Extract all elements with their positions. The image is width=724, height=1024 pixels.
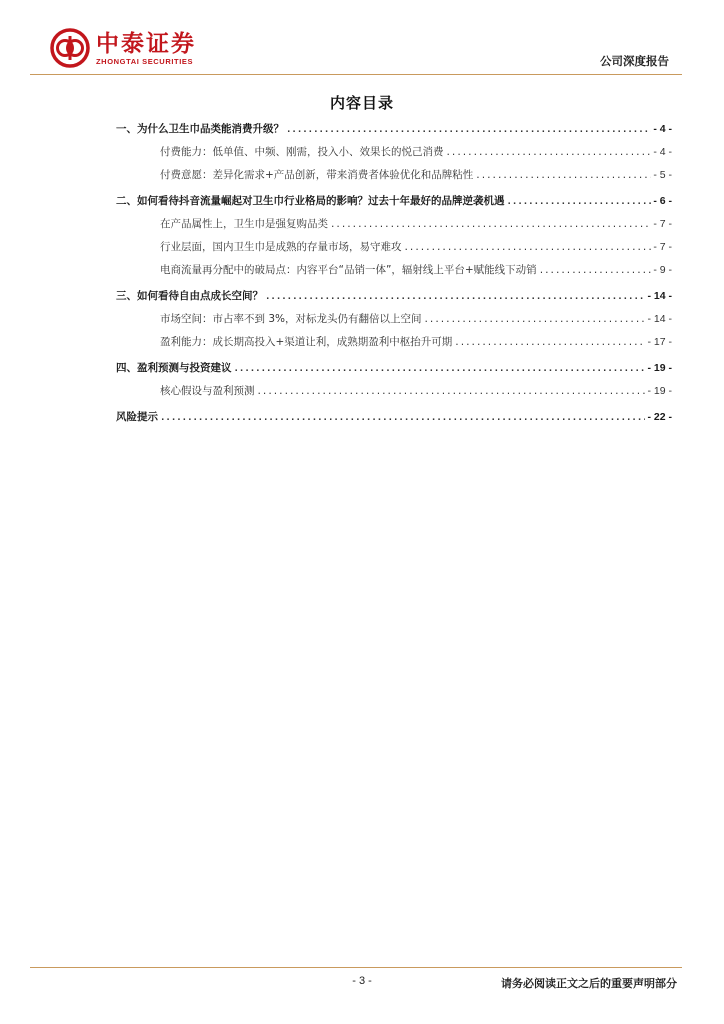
toc-subsection-link[interactable] <box>116 236 672 259</box>
toc-page-number: - 7 - <box>653 241 672 253</box>
brand-name-cn: 中泰证券 <box>96 30 196 57</box>
toc-entry-title: 三、如何看待自由点成长空间？ <box>116 290 263 302</box>
toc-section-link[interactable] <box>116 118 672 141</box>
toc-dot-leader <box>234 358 646 381</box>
toc-dot-leader <box>330 214 651 237</box>
toc-entry-title: 四、盈利预测与投资建议 <box>116 362 232 374</box>
toc-page-number: - 14 - <box>647 313 672 325</box>
toc-page-number: - 4 - <box>653 123 672 135</box>
toc-entry-title: 电商流量再分配中的破局点：内容平台“品销一体”，辐射线上平台+赋能线下动销 <box>160 264 537 276</box>
brand-name-en: ZHONGTAI SECURITIES <box>96 56 194 66</box>
toc-section-link[interactable] <box>116 357 672 380</box>
footer-divider <box>30 967 682 968</box>
toc-page-number: - 19 - <box>647 362 672 374</box>
toc-entry-title: 一、为什么卫生巾品类能消费升级？ <box>116 123 284 135</box>
toc-page-number: - 5 - <box>653 169 672 181</box>
toc-page-number: - 17 - <box>647 336 672 348</box>
company-logo <box>50 28 196 68</box>
toc-subsection-link[interactable] <box>116 259 672 282</box>
toc-entry-title: 在产品属性上，卫生巾是强复购品类 <box>160 218 328 230</box>
table-of-contents <box>116 118 672 429</box>
toc-dot-leader <box>286 119 651 142</box>
toc-entry-title: 二、如何看待抖音流量崛起对卫生巾行业格局的影响？过去十年最好的品牌逆袭机遇 <box>116 195 505 207</box>
report-type-label: 公司深度报告 <box>600 54 669 68</box>
toc-section-link[interactable] <box>116 190 672 213</box>
page-number: - 3 - <box>352 975 372 987</box>
toc-dot-leader <box>446 142 652 165</box>
toc-page-number: - 19 - <box>647 385 672 397</box>
zhongtai-logo-icon <box>50 28 90 68</box>
toc-entry-title: 市场空间：市占率不到 3%，对标龙头仍有翻倍以上空间 <box>160 313 422 325</box>
toc-dot-leader <box>507 191 652 214</box>
toc-dot-leader <box>265 286 645 309</box>
toc-title: 内容目录 <box>329 94 394 112</box>
toc-entry-title: 盈利能力：成长期高投入+渠道让利，成熟期盈利中枢抬升可期 <box>160 336 453 348</box>
toc-entry-title: 付费意愿：差异化需求+产品创新，带来消费者体验优化和品牌粘性 <box>160 169 474 181</box>
toc-subsection-link[interactable] <box>116 141 672 164</box>
toc-page-number: - 14 - <box>647 290 672 302</box>
toc-section-link[interactable] <box>116 285 672 308</box>
toc-page-number: - 6 - <box>653 195 672 207</box>
toc-dot-leader <box>539 260 652 283</box>
toc-dot-leader <box>424 309 646 332</box>
toc-subsection-link[interactable] <box>116 164 672 187</box>
toc-dot-leader <box>475 165 651 188</box>
toc-dot-leader <box>454 332 645 355</box>
header-divider <box>30 74 682 75</box>
toc-entry-title: 行业层面，国内卫生巾是成熟的存量市场，易守难攻 <box>160 241 402 253</box>
toc-dot-leader <box>160 407 645 430</box>
disclaimer-note: 请务必阅读正文之后的重要声明部分 <box>501 977 677 990</box>
toc-page-number: - 22 - <box>647 411 672 423</box>
toc-entry-title: 风险提示 <box>116 411 158 423</box>
toc-page-number: - 4 - <box>653 146 672 158</box>
toc-dot-leader <box>404 237 652 260</box>
toc-section-link[interactable] <box>116 406 672 429</box>
toc-subsection-link[interactable] <box>116 308 672 331</box>
toc-page-number: - 9 - <box>653 264 672 276</box>
toc-subsection-link[interactable] <box>116 380 672 403</box>
toc-dot-leader <box>257 381 646 404</box>
toc-page-number: - 7 - <box>653 218 672 230</box>
toc-entry-title: 核心假设与盈利预测 <box>160 385 255 397</box>
toc-subsection-link[interactable] <box>116 213 672 236</box>
toc-entry-title: 付费能力：低单值、中频、刚需，投入小、效果长的悦己消费 <box>160 146 444 158</box>
toc-subsection-link[interactable] <box>116 331 672 354</box>
